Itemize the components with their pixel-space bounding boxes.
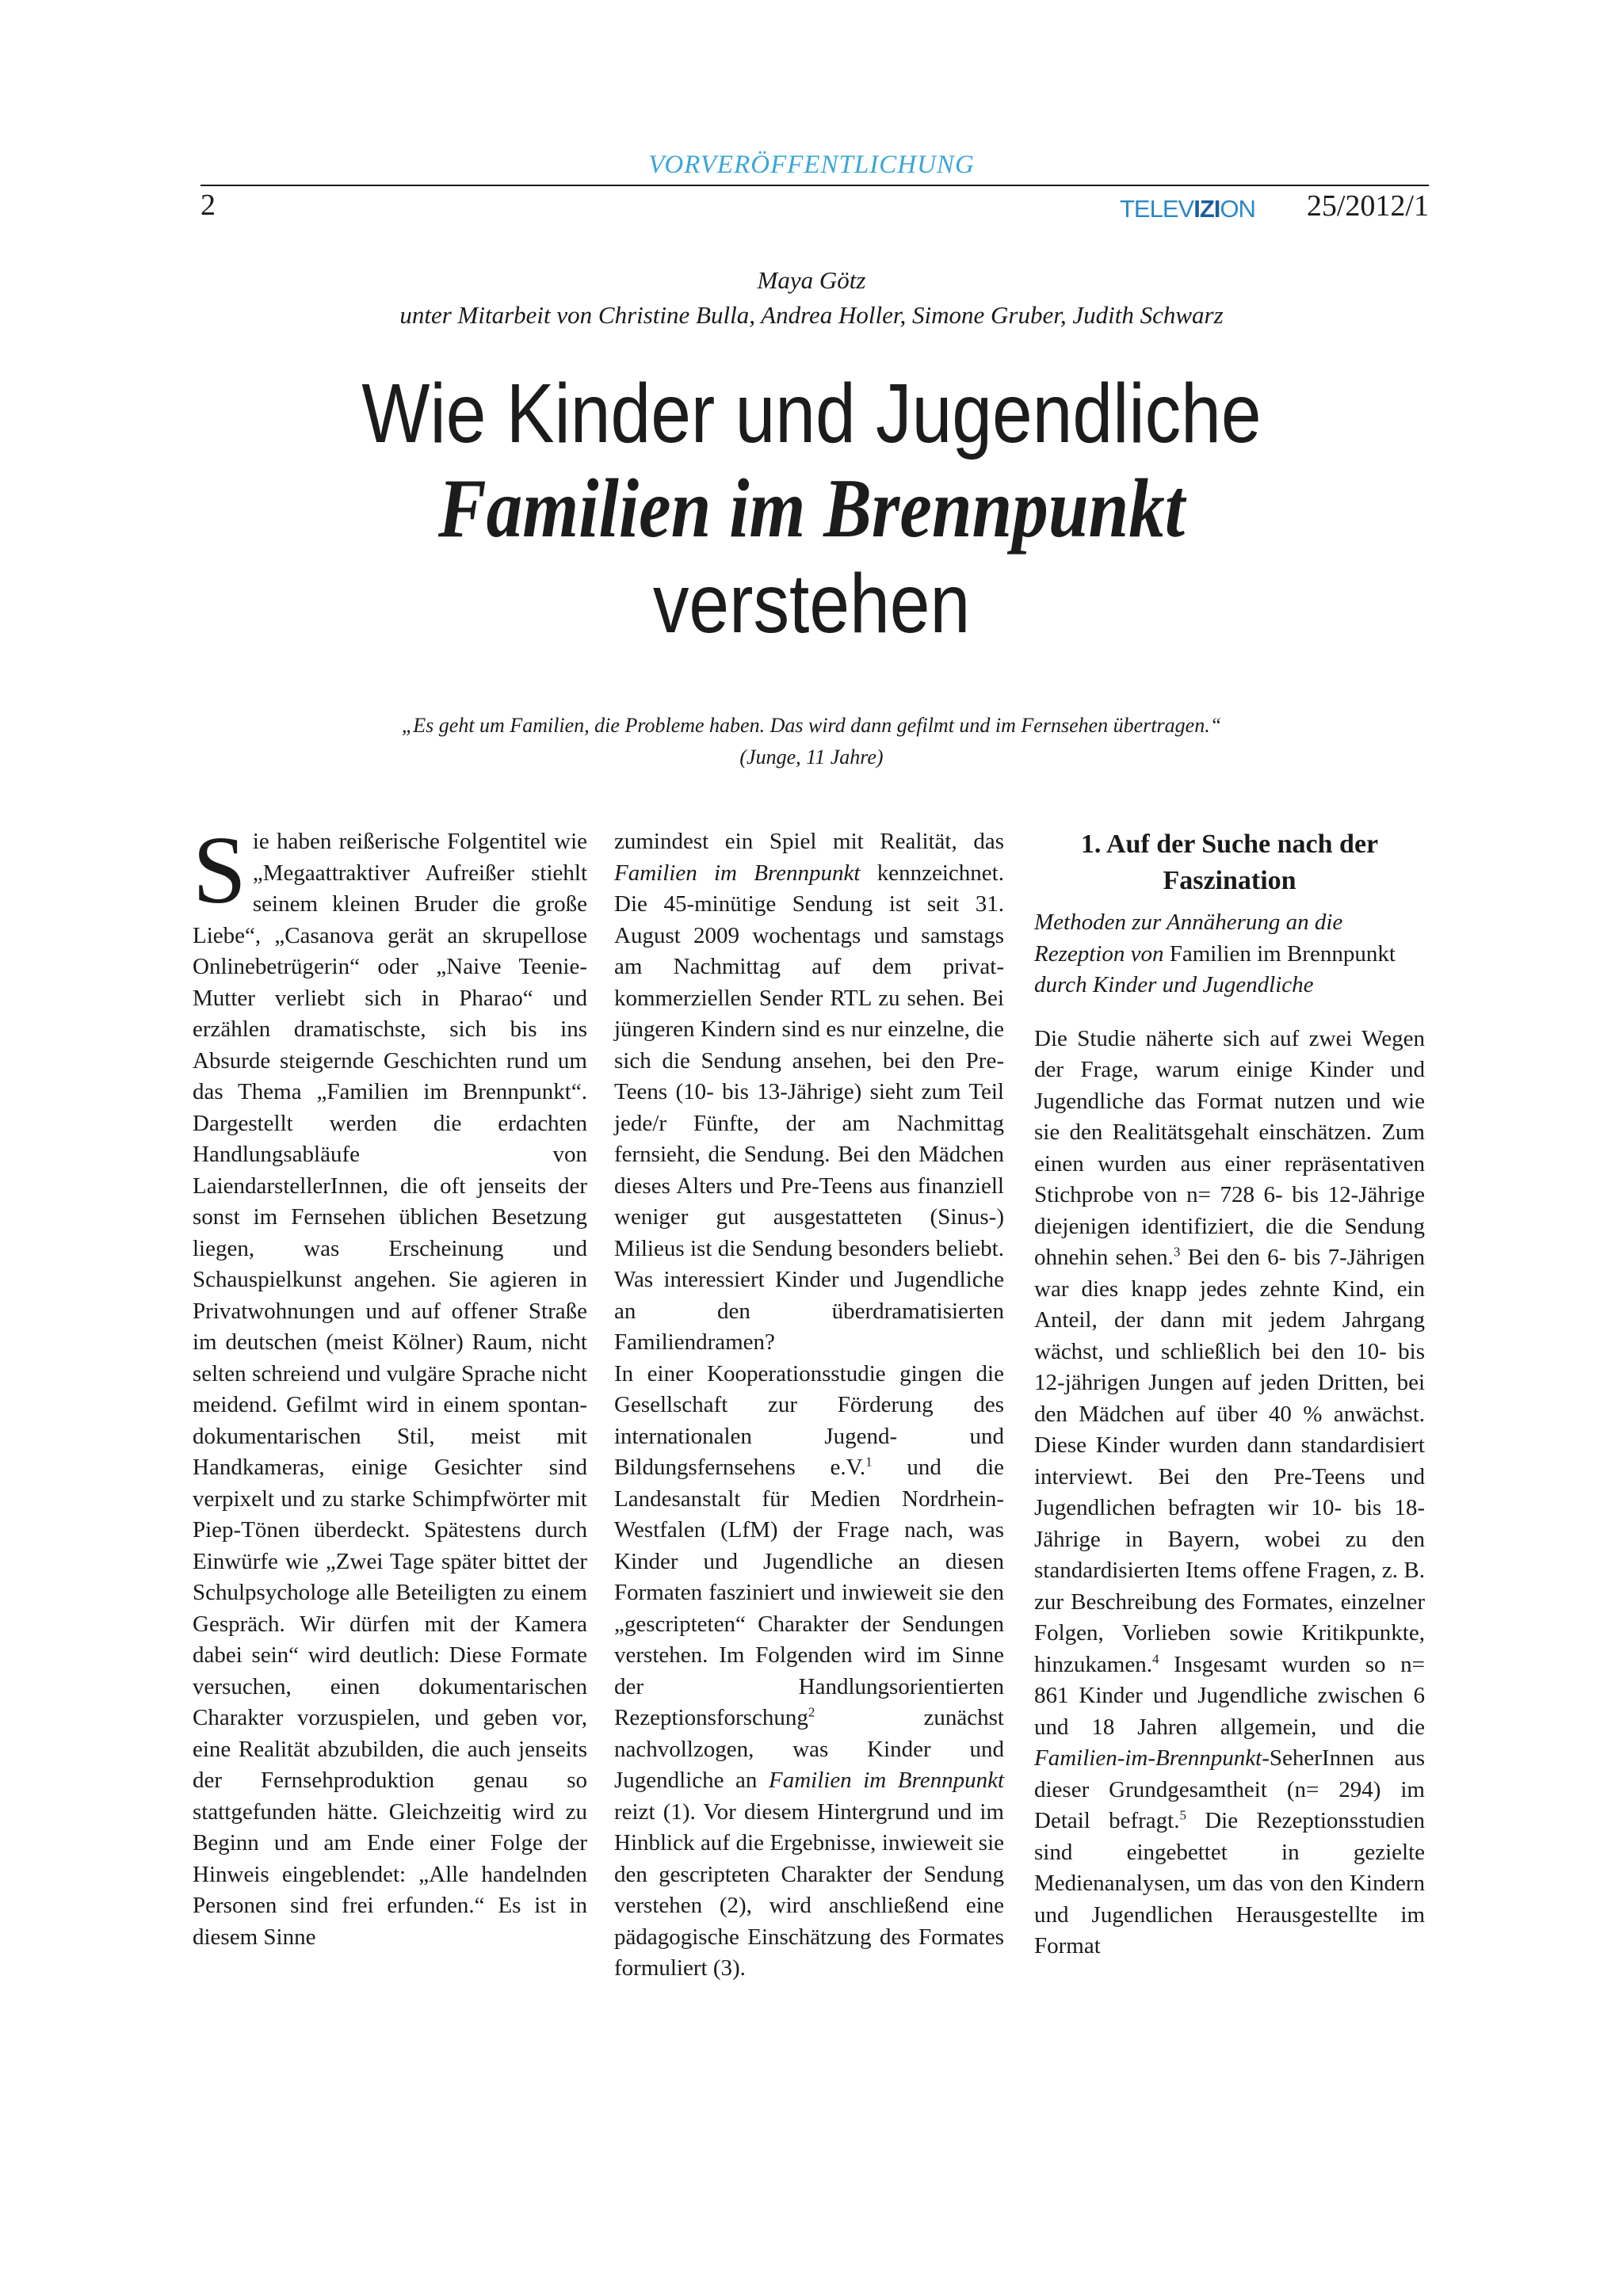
text-run: zunächst nachvollzogen, was Kinder und Jugendliche an <box>614 1705 1004 1793</box>
epigraph-quote: „Es geht um Familien, die Probleme haben. Das wird dann gefilmt und im Fernsehen übertragen.“ <box>401 714 1222 737</box>
text-run: Die Rezeptionsstudien sind eingebettet in gezielte Medienanalysen, um das von den Kindern und Jugendlichen Herausgestellte im Format <box>1034 1808 1425 1958</box>
section-heading: 1. Auf der Suche nach der Faszination <box>1080 830 1379 895</box>
footnote-ref[interactable]: 2 <box>808 1704 815 1720</box>
logo-prefix: TELEV <box>1120 195 1194 223</box>
title-line-1: Wie Kinder und Jugendliche <box>361 367 1262 460</box>
logo-bold: IZI <box>1193 195 1220 223</box>
show-title: Familien im Brennpunkt <box>768 1768 1004 1793</box>
body-column-3 <box>1034 826 1425 1962</box>
title-line-3: verstehen <box>652 557 971 650</box>
paragraph <box>614 1359 1004 1985</box>
footnote-ref[interactable]: 1 <box>865 1454 873 1470</box>
text-run: Die Studie näherte sich auf zwei Wegen der Frage, warum einige Kinder und Jugendliche das Format nutzen und wie sie den Realitätsgehalt einschätzen. Zum einen wurden aus einer repräsentativen Stichprobe von n= 728 6- bis 12-Jährige diejenigen identifiziert, die die Sendung ohnehin sehen. <box>1034 1025 1425 1270</box>
text-run: Methoden zur Annäherung an die Rezeption von <box>1034 910 1343 967</box>
issue-number: 25/2012/1 <box>1306 189 1429 223</box>
drop-cap: S <box>193 817 246 924</box>
body-column-2 <box>614 826 1004 1985</box>
text-run: SeherInnen aus dieser Grundgesamtheit (n= 294) im Detail befragt. <box>1034 1745 1425 1833</box>
show-title: Familien im Brennpunkt <box>614 860 861 886</box>
collaborators: unter Mitarbeit von Christine Bulla, Andrea Holler, Simone Gruber, Judith Schwarz <box>399 301 1224 329</box>
televizion-logo <box>1120 195 1255 223</box>
text-run: kennzeichnet. Die 45-minütige Sendung ist seit 31. August 2009 wochentags und samstags am Nachmittag auf dem privat-kommerziellen Sender RTL zu sehen. Bei jüngeren Kindern sind es nur einzelne, die sich die Sendung ansehen, bei den Pre-Teens (10- bis 13-Jährige) sieht zum Teil jede/r Fünfte, der am Nachmittag fernsieht, die Sendung. Bei den Mädchen dieses Alters und Pre-Teens aus finanziell weniger gut ausgestatteten (Sinus-) Milieus ist die Sendung besonders beliebt. Was interessiert Kinder und Jugendliche an den überdramatisierten Familiendramen? <box>614 860 1004 1355</box>
body-column-1 <box>193 817 587 1953</box>
paragraph <box>1034 1024 1425 1962</box>
text-run: Bei den 6- bis 7-Jährigen war dies knapp jedes zehnte Kind, ein Anteil, der dann mit jedem Jahrgang wächst, und schließlich bei den 10- bis 12-jährigen Jungen auf jeden Dritten, bei den Mädchen auf über 40 % anwächst. Diese Kinder wurden dann standardisiert interviewt. Bei den Pre-Teens und Jugendlichen befragten wir 10- bis 18-Jährige in Bayern, wobei zu den standardisierten Items offene Fragen, z. B. zur Beschreibung des Formates, einzelner Folgen, Vorlieben sowie Kritikpunkte, hinzukamen. <box>1034 1245 1425 1677</box>
section-label: VORVERÖFFENTLICHUNG <box>648 151 975 179</box>
epigraph-attribution: (Junge, 11 Jahre) <box>739 746 884 769</box>
text-run: In einer Kooperationsstudie gingen die Gesellschaft zur Förderung des internationalen Jugend- und Bildungsfernsehens e.V. <box>614 1360 1004 1480</box>
text-run: zumindest ein Spiel mit Realität, das <box>614 829 1004 854</box>
main-author: Maya Götz <box>757 266 866 294</box>
header-rule <box>200 185 1429 186</box>
page-number: 2 <box>200 189 216 222</box>
show-title: Familien im Brennpunkt <box>1169 940 1396 967</box>
authors-block <box>0 263 1623 333</box>
footnote-ref[interactable]: 3 <box>1173 1244 1181 1260</box>
text-run: und die Landesanstalt für Medien Nordrhein-Westfalen (LfM) der Frage nach, was Kinder und Jugendliche an diesen Formaten fasziniert und inwieweit sie den „gescripteten“ Charakter der Sendungen verstehen. Im Folgenden wird im Sinne der Handlungsorientierten Rezeptionsforschung <box>614 1455 1004 1730</box>
paragraph <box>193 817 587 1953</box>
article-title <box>113 366 1509 651</box>
epigraph <box>0 710 1623 773</box>
paragraph-text: ie haben reißerische Folgentitel wie „Megaattraktiver Aufreißer stiehlt seinem kleinen Bruder die große Liebe“, „Casanova gerät an skrupellose Onlinebetrügerin“ oder „Naive Teenie-Mutter verliebt sich in Pharao“ und erzählen dramatischste, sich bis ins Absurde steigernde Geschichten rund um das Thema „Familien im Brennpunkt“. Dargestellt werden die erdachten Handlungsabläufe von LaiendarstellerInnen, die oft jenseits der sonst im Fernsehen üblichen Besetzung liegen, was Erscheinung und Schauspielkunst angehen. Sie agieren in Privatwohnungen und auf offener Straße im deutschen (meist Kölner) Raum, nicht selten schreiend und vulgäre Sprache nicht meidend. Gefilmt wird in einem spontan-dokumentarischen Stil, meist mit Handkameras, einige Gesichter sind verpixelt und zu starke Schimpfwörter mit Piep-Tönen überdeckt. Spätestens durch Einwürfe wie „Zwei Tage später bittet der Schulpsychologe alle Beteiligten zu einem Gespräch. Wir dürfen mit der Kamera dabei sein“ wird deutlich: Diese Formate versuchen, einen dokumentarischen Charakter vorzuspielen, und geben vor, eine Realität abzubilden, die auch jenseits der Fernsehproduktion genau so stattgefunden hätte. Gleichzeitig wird zu Beginn und am Ende einer Folge der Hinweis eingeblendet: „Alle handelnden Personen sind frei erfunden.“ Es ist in diesem Sinne <box>193 829 587 1950</box>
title-line-2: Familien im Brennpunkt <box>437 462 1186 555</box>
text-run: Insgesamt wurden so n= 861 Kinder und Jugendliche zwischen 6 und 18 Jahren allgemein, und die <box>1034 1651 1425 1740</box>
text-run: reizt (1). Vor diesem Hintergrund und im Hinblick auf die Ergebnisse, inwieweit sie den gescripteten Charakter der Sendung verstehen (2), wird anschließend eine pädagogische Einschätzung des Formates formuliert (3). <box>614 1798 1004 1981</box>
footnote-ref[interactable]: 4 <box>1151 1650 1159 1666</box>
text-run: durch Kinder und Jugendliche <box>1034 972 1314 997</box>
footnote-ref[interactable]: 5 <box>1179 1807 1186 1823</box>
paragraph <box>614 826 1004 1359</box>
logo-suffix: ON <box>1220 195 1255 223</box>
section-subheading <box>1034 907 1425 1001</box>
show-title: Familien-im-Brennpunkt- <box>1034 1745 1270 1771</box>
